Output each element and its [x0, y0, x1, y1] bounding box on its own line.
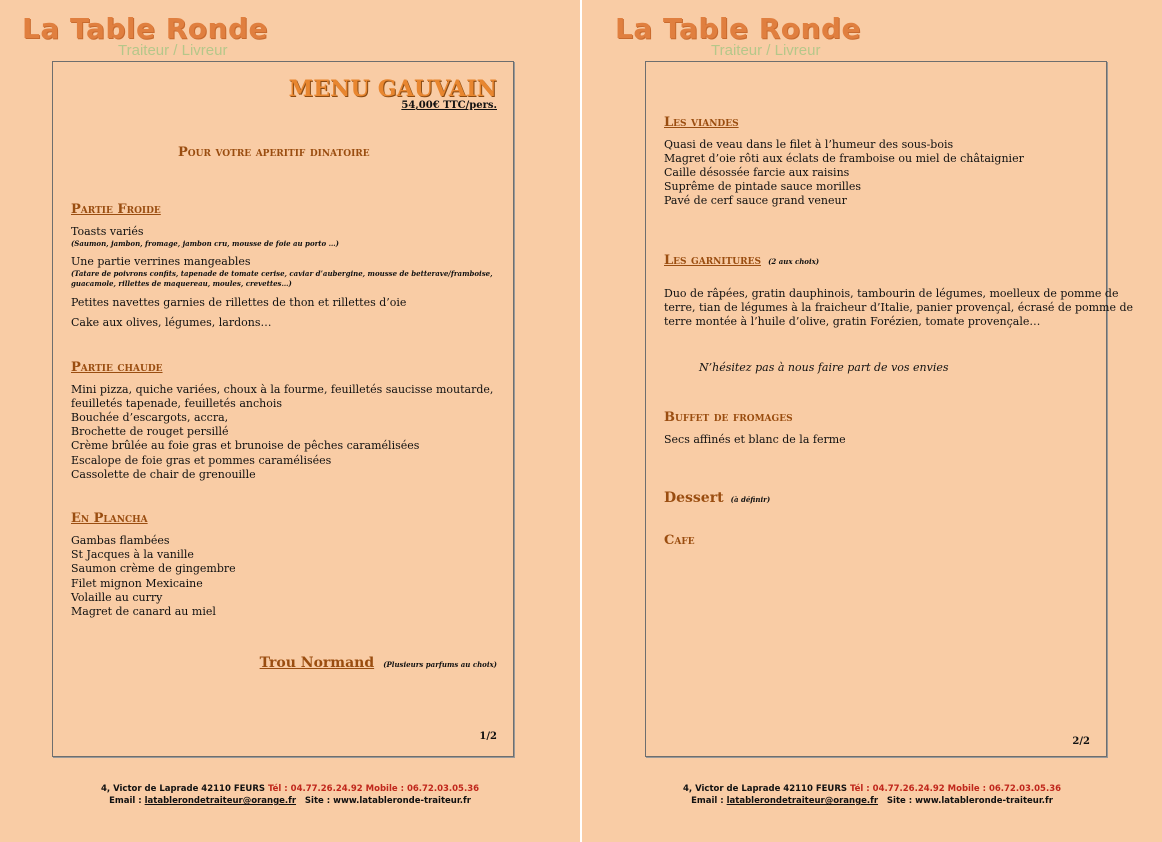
- menu-item: Crème brûlée au foie gras et brunoise de pêches caramélisées: [71, 439, 420, 452]
- page-number: 2/2: [1072, 736, 1090, 747]
- trou-normand-heading: Trou Normand: [259, 655, 375, 671]
- section-heading-cafe: Cafe: [664, 533, 695, 548]
- menu-item: Cassolette de chair de grenouille: [71, 468, 256, 481]
- menu-item: Filet mignon Mexicaine: [71, 577, 203, 590]
- footer-email-label: Email :: [691, 796, 724, 806]
- menu-item: Petites navettes garnies de rillettes de thon et rillettes d’oie: [71, 296, 407, 309]
- menu-item: Escalope de foie gras et pommes caramélisées: [71, 454, 332, 467]
- menu-item: feuilletés tapenade, feuilletés anchois: [71, 397, 282, 410]
- trou-normand: [260, 652, 497, 671]
- menu-item: St Jacques à la vanille: [71, 548, 194, 561]
- menu-item: Cake aux olives, légumes, lardons…: [71, 316, 272, 329]
- footer-email-link[interactable]: latablerondetraiteur@orange.fr: [144, 796, 297, 806]
- menu-page-1: [0, 0, 580, 842]
- page-number: 1/2: [479, 731, 497, 742]
- footer-site-label: Site :: [886, 796, 913, 806]
- menu-item: Duo de râpées, gratin dauphinois, tambourin de légumes, moelleux de pomme de: [664, 287, 1119, 300]
- section-heading-fromages: Buffet de fromages: [664, 410, 793, 425]
- section-heading-chaude: Partie chaude: [71, 360, 163, 375]
- envies-note: N’hésitez pas à nous faire part de vos envies: [699, 361, 949, 374]
- menu-price: 54,00€ TTC/pers.: [401, 100, 497, 111]
- menu-title: MENU GAUVAIN: [288, 76, 497, 102]
- dessert-note: (à définir): [730, 495, 771, 504]
- menu-item: Suprême de pintade sauce morilles: [664, 180, 862, 193]
- menu-item: Volaille au curry: [71, 591, 163, 604]
- menu-item: terre montée à l’huile d’olive, gratin Forézien, tomate provençale…: [664, 315, 1041, 328]
- footer-site-link[interactable]: www.latableronde-traiteur.fr: [915, 796, 1053, 806]
- menu-item: Caille désossée farcie aux raisins: [664, 166, 850, 179]
- menu-item: Bouchée d’escargots, accra,: [71, 411, 229, 424]
- footer-phone: Tél : 04.77.26.24.92 Mobile : 06.72.03.05.36: [267, 784, 480, 794]
- brand-logo: La Table Ronde: [615, 12, 862, 45]
- footer-phone: Tél : 04.77.26.24.92 Mobile : 06.72.03.05.36: [849, 784, 1062, 794]
- menu-item: Une partie verrines mangeables: [71, 255, 251, 268]
- dessert-row: [664, 487, 770, 506]
- menu-item: Magret d’oie rôti aux éclats de framboise ou miel de châtaignier: [664, 152, 1024, 165]
- section-heading-dessert: Dessert: [664, 490, 724, 506]
- menu-item-note: (Saumon, jambon, fromage, jambon cru, mousse de foie au porto …): [71, 239, 339, 248]
- footer-site-label: Site :: [304, 796, 331, 806]
- menu-item: Pavé de cerf sauce grand veneur: [664, 194, 847, 207]
- brand-tagline: Traiteur / Livreur: [711, 42, 821, 59]
- garnitures-heading-row: [664, 249, 819, 268]
- menu-item: Brochette de rouget persillé: [71, 425, 229, 438]
- menu-frame: [52, 61, 514, 757]
- trou-normand-note: (Plusieurs parfums au choix): [383, 660, 497, 669]
- menu-item-note: (Tatare de poivrons confits, tapenade de tomate cerise, caviar d’aubergine, mousse de betterave/framboise,: [71, 269, 493, 278]
- menu-frame: [645, 61, 1134, 757]
- page-footer: [582, 783, 1162, 807]
- menu-item: Saumon crème de gingembre: [71, 562, 236, 575]
- menu-item: Quasi de veau dans le filet à l’humeur des sous-bois: [664, 138, 954, 151]
- footer-address: 4, Victor de Laprade 42110 FEURS: [100, 784, 266, 794]
- menu-item: terre, tian de légumes à la fraicheur d’Italie, panier provençal, écrasé de pomme de: [664, 301, 1134, 314]
- menu-item-note: guacamole, rillettes de maquereau, moules, crevettes…): [71, 279, 292, 288]
- page-footer: [0, 783, 580, 807]
- footer-address: 4, Victor de Laprade 42110 FEURS: [682, 784, 848, 794]
- brand-logo: La Table Ronde: [22, 12, 269, 45]
- menu-item: Mini pizza, quiche variées, choux à la fourme, feuilletés saucisse moutarde,: [71, 383, 494, 396]
- section-heading-viandes: Les viandes: [664, 115, 739, 130]
- menu-item: Magret de canard au miel: [71, 605, 216, 618]
- brand-tagline: Traiteur / Livreur: [118, 42, 228, 59]
- aperitif-heading: Pour votre aperitif dinatoire: [178, 145, 370, 160]
- menu-page-2: [582, 0, 1162, 842]
- menu-item: Gambas flambées: [71, 534, 170, 547]
- menu-item: Secs affinés et blanc de la ferme: [664, 433, 846, 446]
- section-heading-garnitures: Les garnitures: [664, 253, 761, 268]
- footer-site-link[interactable]: www.latableronde-traiteur.fr: [333, 796, 471, 806]
- footer-email-label: Email :: [109, 796, 142, 806]
- section-heading-froide: Partie Froide: [71, 202, 161, 217]
- garnitures-note: (2 aux choix): [768, 257, 820, 266]
- menu-item: Toasts variés: [71, 225, 144, 238]
- section-heading-plancha: En Plancha: [71, 511, 148, 526]
- footer-email-link[interactable]: latablerondetraiteur@orange.fr: [726, 796, 879, 806]
